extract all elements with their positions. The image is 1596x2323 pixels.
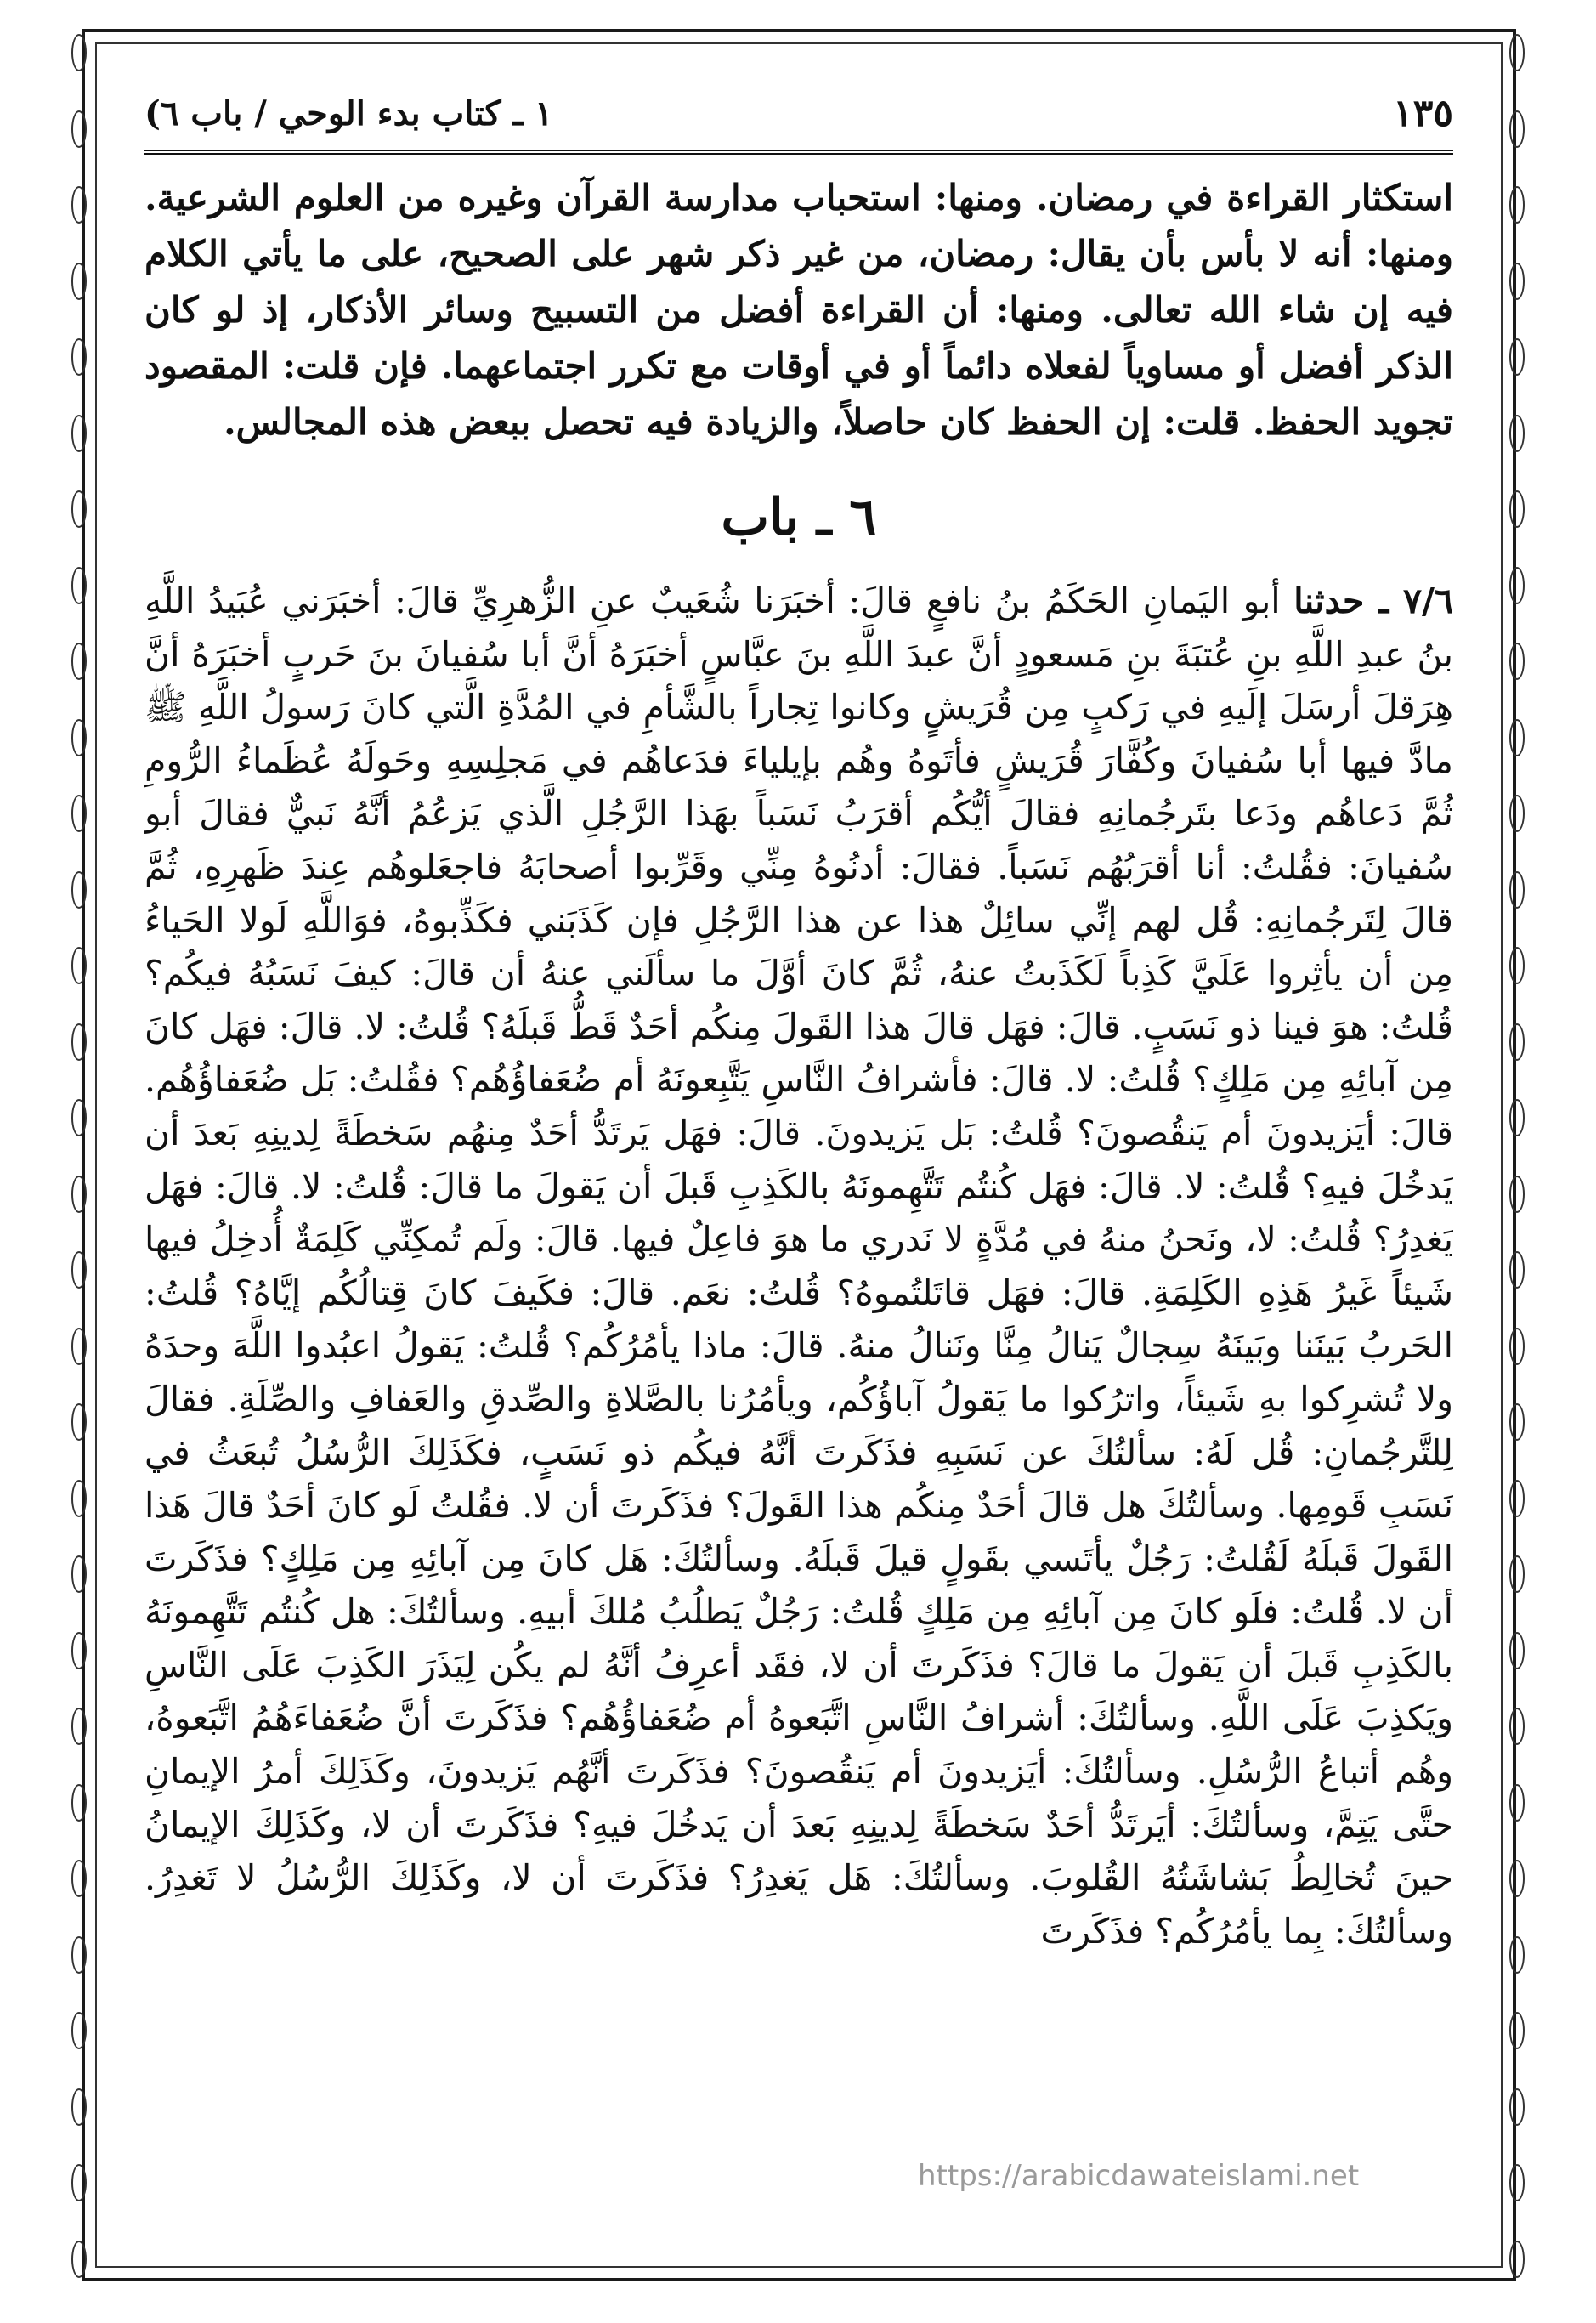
border-ornament xyxy=(1509,1023,1525,1061)
border-ornament xyxy=(1509,415,1525,452)
hadith-block xyxy=(144,575,1453,1958)
border-ornament xyxy=(1509,795,1525,832)
border-ornament xyxy=(1509,1328,1525,1365)
border-ornament xyxy=(71,338,87,376)
border-ornament xyxy=(1509,643,1525,680)
border-ornament xyxy=(1509,263,1525,300)
border-ornament xyxy=(71,2164,87,2201)
border-ornament xyxy=(71,1023,87,1061)
border-ornament xyxy=(71,34,87,71)
border-ornament xyxy=(1509,567,1525,604)
border-ornament xyxy=(71,1860,87,1897)
border-ornament xyxy=(71,2012,87,2049)
border-ornament xyxy=(1509,1480,1525,1517)
border-ornament xyxy=(1509,2164,1525,2201)
border-ornament xyxy=(71,1328,87,1365)
border-ornament xyxy=(71,795,87,832)
border-ornament xyxy=(71,1632,87,1669)
border-ornament xyxy=(1509,2012,1525,2049)
border-ornament xyxy=(1509,947,1525,984)
running-title: ١ ـ كتاب بدء الوحي / باب ٦) xyxy=(144,93,553,133)
border-ornament xyxy=(1509,1251,1525,1289)
watermark: https://arabicdawateislami.net xyxy=(918,2159,1360,2193)
border-ornament xyxy=(71,643,87,680)
border-ornament xyxy=(1509,1784,1525,1822)
border-ornament xyxy=(71,2241,87,2278)
hadith-number-label: ٧/٦ ـ حدثنا xyxy=(1293,581,1453,621)
border-ornament xyxy=(1509,2241,1525,2278)
border-ornament xyxy=(1509,1176,1525,1213)
border-ornament xyxy=(71,415,87,452)
border-ornament xyxy=(1509,871,1525,909)
border-ornament xyxy=(71,1176,87,1213)
border-ornament xyxy=(1509,34,1525,71)
page-number: ١٣٥ xyxy=(1393,91,1453,135)
border-ornament xyxy=(1509,1860,1525,1897)
commentary-block xyxy=(144,170,1453,450)
hadith-paragraph xyxy=(144,575,1453,1958)
border-ornament xyxy=(71,1555,87,1593)
border-ornament xyxy=(71,567,87,604)
border-ornament xyxy=(71,1099,87,1136)
page-header xyxy=(144,76,1453,155)
border-ornament xyxy=(71,947,87,984)
page-body xyxy=(144,170,1453,2269)
border-ornament xyxy=(71,263,87,300)
border-ornament xyxy=(1509,1403,1525,1441)
border-ornament xyxy=(71,1251,87,1289)
border-ornament xyxy=(1509,490,1525,528)
border-ornament xyxy=(71,2088,87,2126)
border-ornament xyxy=(71,490,87,528)
border-ornament xyxy=(71,719,87,756)
commentary-paragraph: استكثار القراءة في رمضان. ومنها: استحباب مدارسة القرآن وغيره من العلوم الشرعية. ومنها: أنه لا بأس بأن يقال: رمضان، من غير ذكر شهر على الصحيح، على ما يأتي الكلام فيه إن شاء الله تعالى. ومنها: أن القراءة أفضل من التسبيح وسائر الأذكار، إذ لو كان الذكر أفضل أو مساوياً لفعلاه دائماً أو في أوقات مع تكرر اجتماعهما. فإن قلت: المقصود تجويد الحفظ. قلت: إن الحفظ كان حاصلاً، والزيادة فيه تحصل ببعض هذه المجالس. xyxy=(144,177,1453,443)
border-ornament xyxy=(1509,1632,1525,1669)
border-ornament xyxy=(1509,110,1525,148)
border-ornament xyxy=(1509,1936,1525,1974)
border-ornament xyxy=(1509,2088,1525,2126)
left-ornamental-border xyxy=(68,34,90,2278)
border-ornament xyxy=(71,110,87,148)
border-ornament xyxy=(1509,1555,1525,1593)
border-ornament xyxy=(71,1403,87,1441)
border-ornament xyxy=(71,1708,87,1745)
border-ornament xyxy=(71,186,87,224)
chapter-heading: ٦ ـ باب xyxy=(721,488,877,547)
border-ornament xyxy=(71,1784,87,1822)
border-ornament xyxy=(1509,1099,1525,1136)
hadith-text: أبو اليَمانِ الحَكَمُ بنُ نافعٍ قالَ: أخبَرَنا شُعَيبٌ عنِ الزُّهرِيِّ قالَ: أخبَرَني عُبَيدُ اللَّهِ بنُ عبدِ اللَّهِ بنِ عُتبَةَ بنِ مَسعودٍ أنَّ عبدَ اللَّهِ بنَ عبَّاسٍ أخبَرَهُ أنَّ أبا سُفيانَ بنَ حَربٍ أخبَرَهُ أنَّ هِرَقلَ أرسَلَ إلَيهِ في رَكبٍ مِن قُرَيشٍ وكانوا تِجاراً بالشَّأمِ في المُدَّةِ الَّتي كانَ رَسولُ اللَّهِ ﷺ مادَّ فيها أبا سُفيانَ وكُفَّارَ قُرَيشٍ فأتَوهُ وهُم بإيلياءَ فدَعاهُم في مَجلِسِهِ وحَولَهُ عُظَماءُ الرُّومِ ثُمَّ دَعاهُم ودَعا بتَرجُمانِهِ فقالَ أيُّكُم أقرَبُ نَسَباً بهَذا الرَّجُلِ الَّذي يَزعُمُ أنَّهُ نَبيٌّ فقالَ أبو سُفيانَ: فقُلتُ: أنا أقرَبُهُم نَسَباً. فقالَ: أدنُوهُ مِنِّي وقَرِّبوا أصحابَهُ فاجعَلوهُم عِندَ ظَهرِهِ، ثُمَّ قالَ لِتَرجُمانِهِ: قُل لهم إنِّي سائِلٌ هذا عن هذا الرَّجُلِ فإن كَذَبَني فكَذِّبوهُ، فوَاللَّهِ لَولا الحَياءُ مِن أن يأثِروا عَلَيَّ كَذِباً لَكَذَبتُ عنهُ، ثُمَّ كانَ أوَّلَ ما سألَني عنهُ أن قالَ: كيفَ نَسَبُهُ فيكُم؟ قُلتُ: هوَ فينا ذو نَسَبٍ. قالَ: فهَل قالَ هذا القَولَ مِنكُم أحَدٌ قَطُّ قَبلَهُ؟ قُلتُ: لا. قالَ: فهَل كانَ مِن آبائِهِ مِن مَلِكٍ؟ قُلتُ: لا. قالَ: فأشرافُ النَّاسِ يَتَّبِعونَهُ أم ضُعَفاؤُهُم؟ فقُلتُ: بَل ضُعَفاؤُهُم. قالَ: أيَزيدونَ أم يَنقُصونَ؟ قُلتُ: بَل يَزيدونَ. قالَ: فهَل يَرتَدُّ أحَدٌ مِنهُم سَخطَةً لِدينِهِ بَعدَ أن يَدخُلَ فيهِ؟ قُلتُ: لا. قالَ: فهَل كُنتُم تَتَّهِمونَهُ بالكَذِبِ قَبلَ أن يَقولَ ما قالَ: قُلتُ: لا. قالَ: فهَل يَغدِرُ؟ قُلتُ: لا، ونَحنُ منهُ في مُدَّةٍ لا نَدري ما هوَ فاعِلٌ فيها. قالَ: ولَم تُمكِنِّي كَلِمَةٌ أُدخِلُ فيها شَيئاً غَيرُ هَذِهِ الكَلِمَةِ. قالَ: فهَل قاتَلتُموهُ؟ قُلتُ: نعَم. قالَ: فكَيفَ كانَ قِتالُكُم إيَّاهُ؟ قُلتُ: الحَربُ بَينَنا وبَينَهُ سِجالٌ يَنالُ مِنَّا ونَنالُ منهُ. قالَ: ماذا يأمُرُكُم؟ قُلتُ: يَقولُ اعبُدوا اللَّهَ وحدَهُ ولا تُشرِكوا بهِ شَيئاً، واترُكوا ما يَقولُ آباؤُكُم، ويأمُرُنا بالصَّلاةِ والصِّدقِ والعَفافِ والصِّلَةِ. فقالَ لِلتَّرجُمانِ: قُل لَهُ: سألتُكَ عن نَسَبِهِ فذَكَرتَ أنَّهُ فيكُم ذو نَسَبٍ، فكَذَلِكَ الرُّسُلُ تُبعَثُ في نَسَبِ قَومِها. وسألتُكَ هل قالَ أحَدٌ مِنكُم هذا القَولَ؟ فذَكَرتَ أن لا. فقُلتُ لَو كانَ أحَدٌ قالَ هَذا القَولَ قَبلَهُ لَقُلتُ: رَجُلٌ يأتَسي بقَولٍ قيلَ قَبلَهُ. وسألتُكَ: هَل كانَ مِن آبائِهِ مِن مَلِكٍ؟ فذَكَرتَ أن لا. قُلتُ: فلَو كانَ مِن آبائِهِ مِن مَلِكٍ قُلتُ: رَجُلٌ يَطلُبُ مُلكَ أبيهِ. وسألتُكَ: هل كُنتُم تَتَّهِمونَهُ بالكَذِبِ قَبلَ أن يَقولَ ما قالَ؟ فذَكَرتَ أن لا، فقَد أعرِفُ أنَّهُ لم يكُن لِيَذَرَ الكَذِبَ عَلَى النَّاسِ ويَكذِبَ عَلَى اللَّهِ. وسألتُكَ: أشرافُ النَّاسِ اتَّبَعوهُ أم ضُعَفاؤُهُم؟ فذَكَرتَ أنَّ ضُعَفاءَهُمُ اتَّبَعوهُ، وهُم أتباعُ الرُّسُلِ. وسألتُكَ: أيَزيدونَ أم يَنقُصونَ؟ فذَكَرتَ أنَّهُم يَزيدونَ، وكَذَلِكَ أمرُ الإيمانِ حتَّى يَتِمَّ، وسألتُكَ: أيَرتَدُّ أحَدٌ سَخطَةً لِدينِهِ بَعدَ أن يَدخُلَ فيهِ؟ فذَكَرتَ أن لا، وكَذَلِكَ الإيمانُ حينَ تُخالِطُ بَشاشَتُهُ القُلوبَ. وسألتُكَ: هَل يَغدِرُ؟ فذَكَرتَ أن لا، وكَذَلِكَ الرُّسُلُ لا تَغدِرُ. وسألتُكَ: بِما يأمُرُكُم؟ فذَكَرتَ xyxy=(144,581,1453,1952)
border-ornament xyxy=(1509,1708,1525,1745)
border-ornament xyxy=(71,1480,87,1517)
right-ornamental-border xyxy=(1506,34,1528,2278)
border-ornament xyxy=(1509,719,1525,756)
border-ornament xyxy=(71,1936,87,1974)
border-ornament xyxy=(1509,186,1525,224)
border-ornament xyxy=(1509,338,1525,376)
border-ornament xyxy=(71,871,87,909)
